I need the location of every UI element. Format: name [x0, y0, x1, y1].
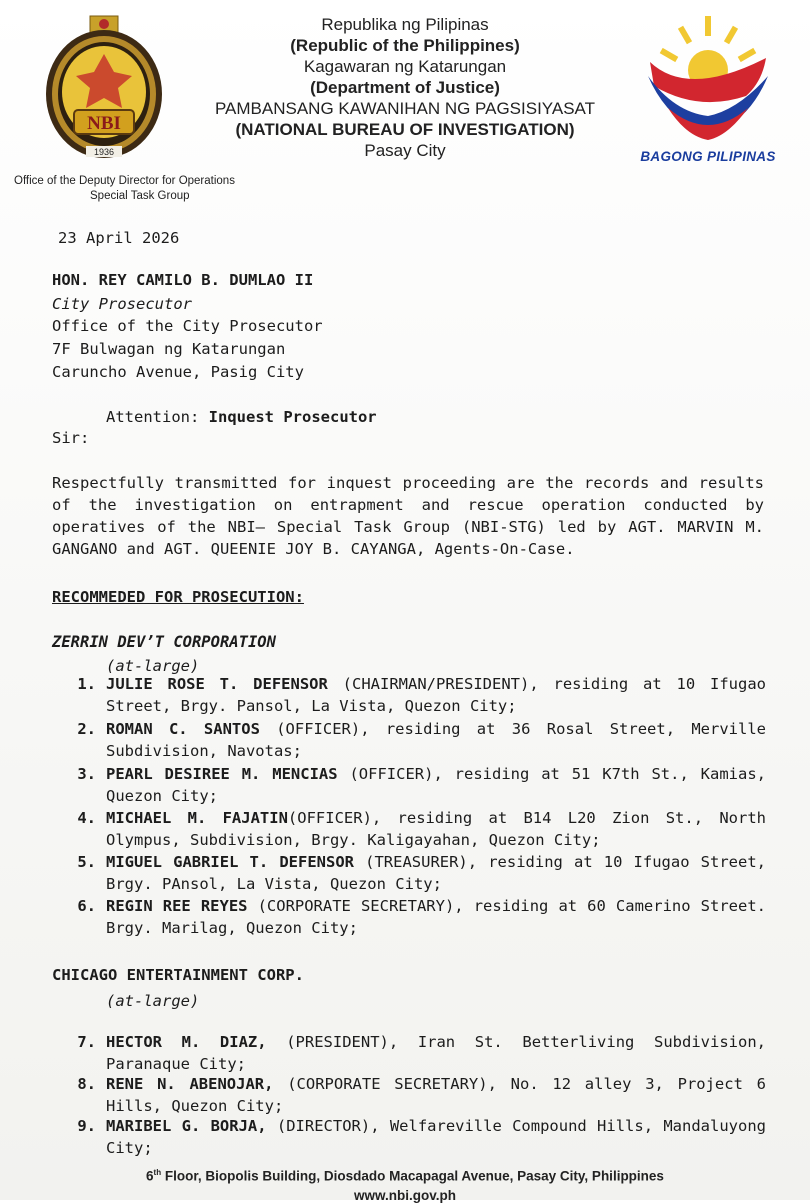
- list-item: [106, 1031, 766, 1075]
- entry-details: (CHAIRMAN/PRESIDENT), residing at 10 Ifugao Street, Brgy. Pansol, La Vista, Quezon City;: [106, 675, 766, 715]
- entry-details: (TREASURER), residing at 10 Ifugao Street, Brgy. PAnsol, La Vista, Quezon City;: [106, 853, 766, 893]
- entry-number: 1.: [77, 675, 96, 693]
- attention-label: Attention:: [106, 408, 200, 426]
- footer-floor: 6: [146, 1168, 154, 1184]
- bagong-pilipinas-logo: [628, 12, 788, 172]
- office-line-2: Special Task Group: [90, 190, 190, 202]
- attention-value: Inquest Prosecutor: [208, 408, 377, 426]
- entry-name: REGIN REE REYES: [106, 897, 248, 915]
- letter-date: 23 April 2026: [58, 229, 180, 247]
- addressee-name: HON. REY CAMILO B. DUMLAO II: [52, 271, 314, 289]
- header-line-3: Kagawaran ng Katarungan: [303, 57, 507, 76]
- entry-name: JULIE ROSE T. DEFENSOR: [106, 675, 328, 693]
- group-status: (at-large): [106, 992, 200, 1010]
- addressee-title: City Prosecutor: [52, 295, 192, 313]
- bagong-pilipinas-text: BAGONG PILIPINAS: [640, 149, 776, 164]
- entry-number: 4.: [77, 809, 96, 827]
- footer-address: [0, 1168, 810, 1184]
- footer-address-text: Floor, Biopolis Building, Diosdado Macapagal Avenue, Pasay City, Philippines: [161, 1168, 664, 1184]
- entry-number: 8.: [77, 1075, 96, 1093]
- addressee-office: Office of the City Prosecutor: [52, 317, 323, 335]
- group-name: ZERRIN DEV’T CORPORATION: [52, 633, 276, 651]
- addressee-building: 7F Bulwagan ng Katarungan: [52, 340, 286, 358]
- entry-name: ROMAN C. SANTOS: [106, 720, 260, 738]
- entry-number: 2.: [77, 720, 96, 738]
- header-line-7: Pasay City: [364, 141, 446, 160]
- group-name: CHICAGO ENTERTAINMENT CORP.: [52, 966, 304, 984]
- entry-details: (PRESIDENT), Iran St. Betterliving Subdivision, Paranaque City;: [106, 1033, 766, 1073]
- seal-year: 1936: [93, 147, 115, 157]
- list-item: [106, 895, 766, 939]
- seal-text: NBI: [87, 113, 121, 134]
- body-paragraph: Respectfully transmitted for inquest proceeding are the records and results of the investigation on entrapment and rescue operation conducted by operatives of the NBI– Special Task Group (NBI-STG) led by AGT. MARVIN M. GANGANO and AGT. QUEENIE JOY B. CAYANGA, Agents-On-Case.: [52, 474, 764, 558]
- list-item: [106, 673, 766, 717]
- header-line-5: PAMBANSANG KAWANIHAN NG PAGSISIYASAT: [214, 99, 596, 118]
- list-item: [106, 851, 766, 895]
- entry-details: (CORPORATE SECRETARY), No. 12 alley 3, Project 6 Hills, Quezon City;: [106, 1075, 767, 1115]
- header-line-1: Republika ng Pilipinas: [321, 15, 489, 34]
- entry-number: 9.: [77, 1117, 96, 1135]
- list-item: [106, 718, 766, 762]
- list-item: [106, 807, 766, 851]
- entry-details: (OFFICER), residing at B14 L20 Zion St., North Olympus, Subdivision, Brgy. Kaligayahan, Quezon City;: [106, 809, 766, 849]
- header-line-2: (Republic of the Philippines): [290, 36, 520, 55]
- header-line-4: (Department of Justice): [310, 78, 500, 97]
- footer-floor-suffix: th: [153, 1168, 162, 1177]
- entry-number: 3.: [77, 765, 96, 783]
- entry-name: MARIBEL G. BORJA,: [106, 1117, 267, 1135]
- entry-name: MICHAEL M. FAJATIN: [106, 809, 288, 827]
- attention-line: [106, 407, 377, 427]
- addressee-street: Caruncho Avenue, Pasig City: [52, 363, 304, 381]
- list-item: [106, 763, 766, 807]
- entry-number: 7.: [77, 1033, 96, 1051]
- entry-details: (OFFICER), residing at 51 K7th St., Kamias, Quezon City;: [106, 765, 766, 805]
- entry-name: PEARL DESIREE M. MENCIAS: [106, 765, 338, 783]
- entry-details: (OFFICER), residing at 36 Rosal Street, Merville Subdivision, Navotas;: [106, 720, 766, 760]
- header-line-6: (NATIONAL BUREAU OF INVESTIGATION): [235, 120, 575, 139]
- office-line-1: Office of the Deputy Director for Operations: [14, 175, 235, 187]
- entry-name: MIGUEL GABRIEL T. DEFENSOR: [106, 853, 354, 871]
- entry-number: 5.: [77, 853, 96, 871]
- entry-name: HECTOR M. DIAZ,: [106, 1033, 267, 1051]
- footer-website: www.nbi.gov.ph: [354, 1188, 456, 1203]
- list-item: [106, 1073, 766, 1117]
- nbi-seal-logo: [40, 14, 168, 162]
- entry-details: (CORPORATE SECRETARY), residing at 60 Camerino Street. Brgy. Marilag, Quezon City;: [106, 897, 766, 937]
- section-heading: RECOMMEDED FOR PROSECUTION:: [52, 588, 304, 606]
- salutation: Sir:: [52, 429, 90, 447]
- entry-details: (DIRECTOR), Welfareville Compound Hills, Mandaluyong City;: [106, 1117, 766, 1157]
- entry-name: RENE N. ABENOJAR,: [106, 1075, 274, 1093]
- entry-number: 6.: [77, 897, 96, 915]
- group-status: (at-large): [106, 657, 200, 675]
- list-item: [106, 1115, 766, 1159]
